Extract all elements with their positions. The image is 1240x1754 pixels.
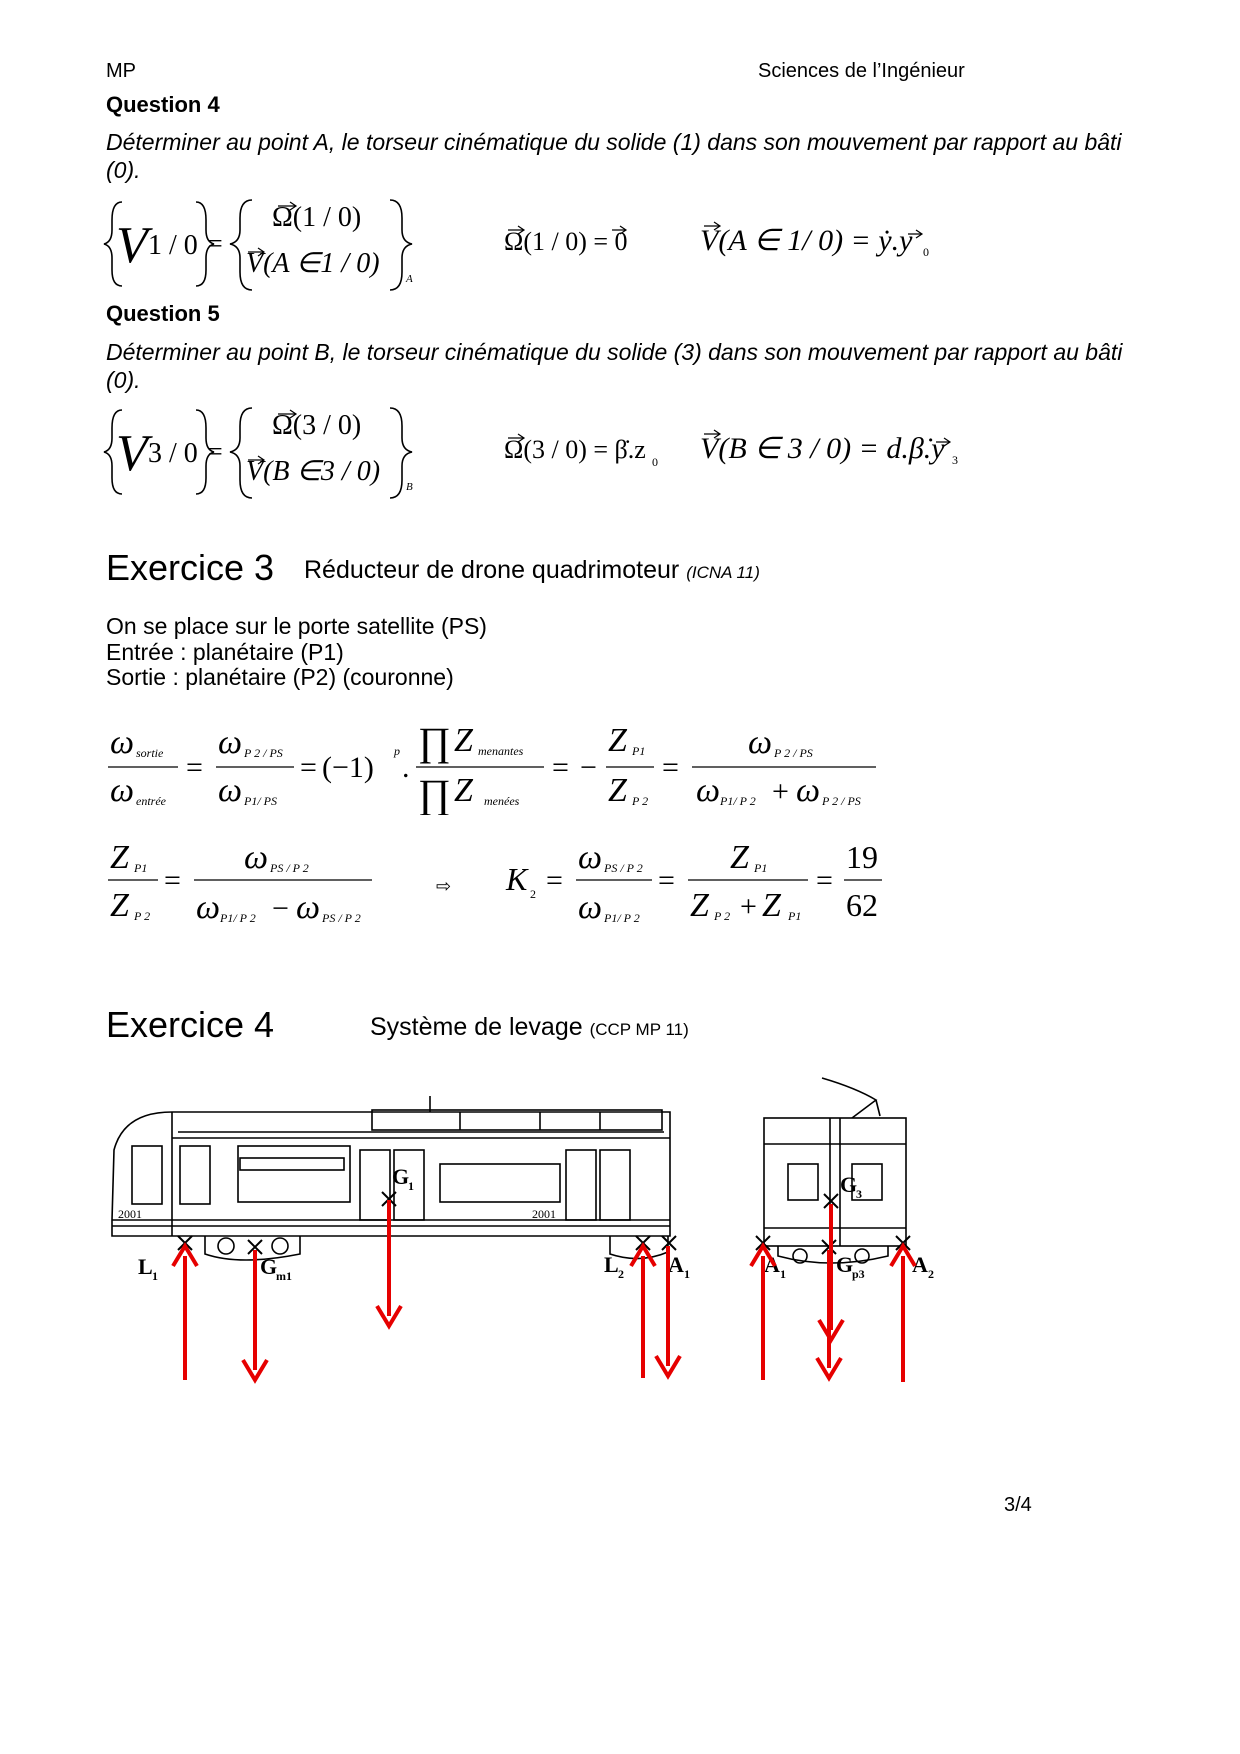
question-4-text: Déterminer au point A, le torseur cinématique du solide (1) dans son mouvement par rapport au bâti (0).: [106, 129, 1122, 183]
exercise-3-formula-ratio: [100, 715, 900, 815]
question-4-title: Question 4: [106, 92, 220, 117]
f1-prod-den: ∏: [418, 771, 451, 815]
q5-velocity-subscript: 3: [952, 453, 958, 467]
f1-r-num-sub: P 2 / PS: [774, 746, 813, 760]
f2-num-sub: PS / P 2: [270, 861, 309, 875]
q5-equals: =: [208, 437, 223, 466]
f2-num: 19: [846, 839, 878, 875]
f1-eq-3: =: [552, 751, 569, 784]
header-left: MP: [106, 60, 136, 82]
question-5-text: Déterminer au point B, le torseur cinématique du solide (3) dans son mouvement par rapport au bâti (0).: [106, 339, 1123, 393]
question-5-equation: [100, 398, 1000, 503]
exercise-4-heading: [370, 1013, 689, 1042]
q5-omega-subscript: 0: [652, 455, 658, 469]
label-L1-sub: 1: [152, 1269, 158, 1283]
q4-row-omega: Ω(1 / 0): [272, 202, 362, 233]
q4-equals: =: [208, 229, 223, 258]
label-L2-sub: 2: [618, 1267, 624, 1281]
f1-omega-in: ω: [110, 772, 135, 809]
f1-eq-2: =: [300, 751, 317, 784]
tram-number-1: 2001: [118, 1207, 142, 1221]
arrow-G1-down: [377, 1200, 401, 1326]
exercise-4-title: Système de levage: [370, 1013, 583, 1041]
label-A1-side-sub: 1: [684, 1267, 690, 1281]
tram-figure: [0, 1060, 1240, 1400]
f2-plus: +: [740, 890, 757, 923]
exercise-3-line-3: Sortie : planétaire (P2) (couronne): [106, 664, 454, 690]
label-A2-sub: 2: [928, 1267, 934, 1281]
f2-k-sub: 2: [530, 887, 536, 901]
f2-k-den-sub: P1/ P 2: [604, 911, 640, 925]
f1-omega-r-num: ω: [748, 724, 773, 761]
f1-zp1: Z: [608, 722, 627, 759]
q4-omega-expression: Ω(1 / 0) = 0: [504, 227, 628, 256]
tram-number-2: 2001: [532, 1207, 556, 1221]
f2-omega-k-num: ω: [578, 839, 603, 876]
f2-zk-den2: Z: [762, 887, 781, 924]
label-G3-sub: 3: [856, 1187, 862, 1201]
f1-zp1-sub: P1: [632, 744, 646, 758]
header-right: Sciences de l’Ingénieur: [758, 60, 965, 82]
q5-v-symbol: V: [116, 425, 148, 482]
f2-zp1-sub: P1: [134, 861, 148, 875]
f1-exp-p: p: [394, 744, 400, 758]
exercise-4-label: Exercice 4: [106, 1004, 275, 1045]
f1-omega-p1ps: ω: [218, 772, 243, 809]
exercise-3-label: Exercice 3: [106, 547, 275, 588]
f2-minus: −: [272, 892, 289, 925]
f1-sub-p2ps: P 2 / PS: [244, 746, 283, 760]
exercise-3-line-2: Entrée : planétaire (P1): [106, 639, 344, 665]
label-A1-front: A: [764, 1252, 780, 1277]
f2-omega-k-den: ω: [578, 889, 603, 926]
label-A1-front-sub: 1: [780, 1267, 786, 1281]
f2-den: 62: [846, 887, 878, 923]
f2-den1-sub: P1/ P 2: [220, 911, 256, 925]
q5-row-velocity: V(B ∈3 / 0): [246, 456, 381, 487]
f2-omega-den1: ω: [196, 889, 221, 926]
page-number: 3/4: [1004, 1494, 1032, 1516]
f2-eq-1: =: [164, 864, 181, 897]
f2-zp2: Z: [110, 887, 129, 924]
f1-omega-out: ω: [110, 724, 135, 761]
f2-k: K: [506, 861, 528, 897]
exercise-3-formula-k2: [100, 832, 900, 932]
exercise-3-line-1: On se place sur le porte satellite (PS): [106, 613, 487, 639]
label-Gp3-sub: p3: [852, 1267, 865, 1281]
q4-row-velocity: V(A ∈1 / 0): [246, 248, 380, 279]
q4-velocity-subscript: 0: [923, 245, 929, 259]
f2-zp2-sub: P 2: [134, 909, 151, 923]
label-G1: G: [392, 1164, 410, 1189]
q5-omega-expression: Ω(3 / 0) = β̇.z: [504, 435, 646, 464]
q4-v-tag: 1 / 0: [148, 230, 198, 261]
q4-v-symbol: V: [116, 217, 148, 274]
f1-r-den2-sub: P 2 / PS: [822, 794, 861, 808]
q4-point-label: A: [406, 273, 413, 285]
q5-point-label: B: [406, 481, 413, 493]
f1-eq-4: =: [662, 751, 679, 784]
f1-sub-p1ps: P1/ PS: [244, 794, 277, 808]
f2-den2-sub: PS / P 2: [322, 911, 361, 925]
f1-omega-r-den2: ω: [796, 772, 821, 809]
f2-k-num-sub: PS / P 2: [604, 861, 643, 875]
arrow-L2-up: [631, 1246, 655, 1378]
f1-omega-r-den1: ω: [696, 772, 721, 809]
label-G3: G: [840, 1172, 858, 1197]
exercise-4-source: (CCP MP 11): [589, 1020, 689, 1039]
f1-menees: menées: [484, 794, 520, 808]
q4-velocity-expression: V(A ∈ 1/ 0) = ẏ.y: [700, 224, 913, 257]
label-Gm1-sub: m1: [276, 1269, 292, 1283]
exercise-3-source: (ICNA 11): [686, 563, 760, 582]
exercise-3-heading: [304, 556, 760, 585]
f2-zk-den1-sub: P 2: [714, 909, 731, 923]
label-A2: A: [912, 1252, 928, 1277]
f1-z-num: Z: [454, 722, 473, 759]
f1-minus: −: [580, 751, 597, 784]
f1-omega-p2ps: ω: [218, 724, 243, 761]
f2-zp1: Z: [110, 839, 129, 876]
f1-menantes: menantes: [478, 744, 524, 758]
f1-r-den1-sub: P1/ P 2: [720, 794, 756, 808]
f1-plus: +: [772, 775, 789, 808]
f1-minus-one: (−1): [322, 751, 374, 784]
label-Gp3: G: [836, 1252, 854, 1277]
f1-eq-1: =: [186, 751, 203, 784]
f2-zk-num-sub: P1: [754, 861, 768, 875]
f2-zk-den2-sub: P1: [788, 909, 802, 923]
label-L1: L: [138, 1254, 153, 1279]
f1-dot: .: [402, 751, 410, 784]
f1-z-den: Z: [454, 772, 473, 809]
question-5-title: Question 5: [106, 301, 220, 326]
f2-omega-num: ω: [244, 839, 269, 876]
f1-sortie: sortie: [136, 746, 164, 760]
f2-arrow: ⇨: [436, 876, 452, 896]
f1-prod-num: ∏: [418, 719, 451, 764]
f1-zp2: Z: [608, 772, 627, 809]
question-4-equation: [100, 190, 1000, 295]
f2-eq-3: =: [658, 864, 675, 897]
f2-zk-num: Z: [730, 839, 749, 876]
f1-zp2-sub: P 2: [632, 794, 649, 808]
arrow-L1-up: [173, 1246, 197, 1380]
q5-velocity-expression: V(B ∈ 3 / 0) = d.β̇.y: [700, 432, 945, 465]
label-G1-sub: 1: [408, 1179, 414, 1193]
label-L2: L: [604, 1252, 619, 1277]
f2-omega-den2: ω: [296, 889, 321, 926]
label-Gm1: G: [260, 1254, 278, 1279]
f2-eq-2: =: [546, 864, 563, 897]
q5-v-tag: 3 / 0: [148, 438, 198, 469]
f2-zk-den1: Z: [690, 887, 709, 924]
exercise-3-title: Réducteur de drone quadrimoteur: [304, 556, 680, 584]
tram-front-view: [764, 1078, 906, 1263]
q5-row-omega: Ω(3 / 0): [272, 410, 362, 441]
label-A1-side: A: [668, 1252, 684, 1277]
f1-entree: entrée: [136, 794, 166, 808]
f2-eq-4: =: [816, 864, 833, 897]
